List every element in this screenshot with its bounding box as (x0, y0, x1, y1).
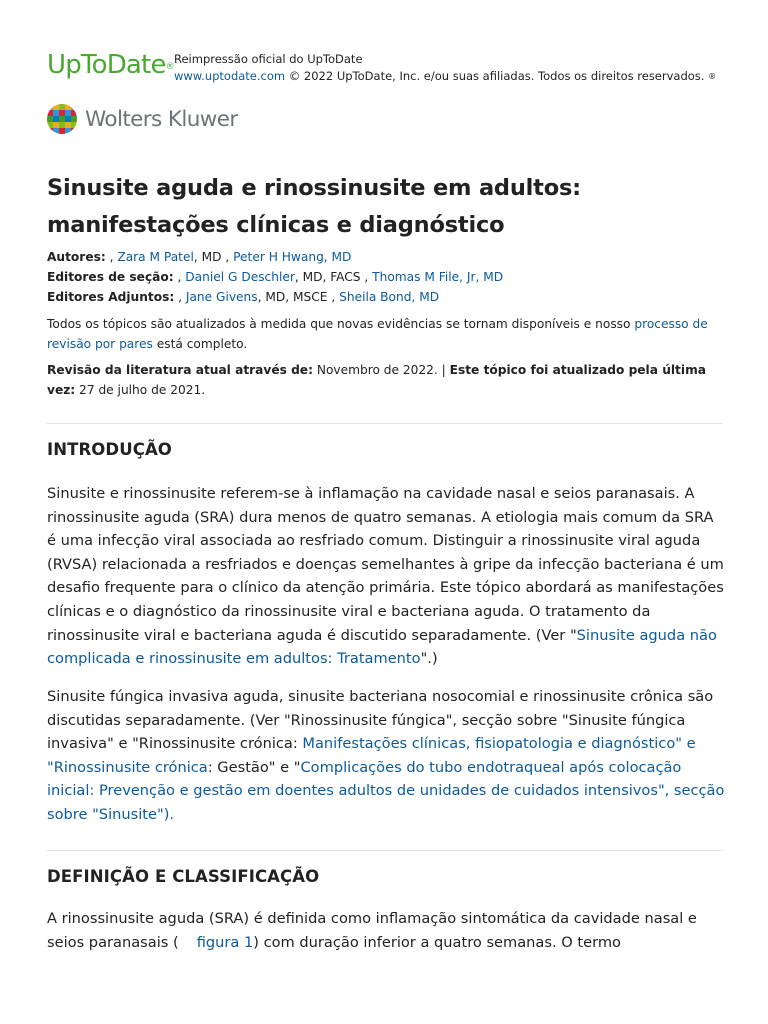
credential: , MD, FACS , (294, 270, 373, 284)
globe-tile (59, 128, 65, 134)
uptodate-logo-text: UpToDate (47, 50, 166, 80)
paragraph-text: Sinusite e rinossinusite referem-se à inflamação na cavidade nasal e seios paranasais. A rinossinusite aguda (SRA) dura menos de quatro semanas. A etiologia mais comum da SRA é uma infecção viral associada ao resfriado comum. Distinguir a rinossinusite viral aguda (RVSA) relacionada a resfriados e doenças semelhantes à gripe da infecção bacteriana é um desafio frequente para o clínico da atenção primária. Este tópico abordará as manifestações clínicas e o diagnóstico da rinossinusite viral e bacteriana aguda. O tratamento da rinossinusite viral e bacteriana aguda é discutido separadamente. (Ver " (47, 485, 724, 644)
globe-tile (53, 110, 59, 116)
author-link[interactable]: Zara M Patel (117, 250, 194, 264)
intro-paragraph-1 (47, 482, 727, 671)
title-line-2: manifestações clínicas e diagnóstico (47, 212, 505, 238)
globe-tile (59, 104, 65, 110)
contributors (47, 247, 737, 307)
reprint-info (174, 51, 716, 85)
site-link[interactable]: www.uptodate.com (174, 69, 286, 83)
globe-tile (59, 116, 65, 122)
figure-1-link[interactable]: figura 1 (196, 933, 254, 951)
credential: , MD , (193, 250, 234, 264)
globe-tile (71, 104, 77, 110)
review-label: Revisão da literatura atual através de: (47, 363, 313, 377)
section-editors-label: Editores de seção: (47, 270, 174, 284)
deputy-editor-link[interactable]: Sheila Bond, MD (339, 290, 440, 304)
credential: , MD, MSCE , (257, 290, 340, 304)
copyright-line (174, 68, 716, 85)
author-link[interactable]: Peter H Hwang, MD (233, 250, 352, 264)
update-note (47, 314, 722, 354)
separator: , (174, 290, 186, 304)
section-heading-definition: DEFINIÇÃO E CLASSIFICAÇÃO (47, 867, 320, 886)
deputy-editors-line (47, 287, 737, 307)
divider (47, 850, 723, 851)
article-title (47, 170, 727, 244)
globe-tile (59, 110, 65, 116)
definition-paragraph-1 (47, 907, 727, 954)
review-value: Novembro de 2022. | (312, 363, 450, 377)
editor-link[interactable]: Daniel G Deschler (185, 270, 295, 284)
section-editors-line (47, 267, 737, 287)
paragraph-text: : Gestão" e " (207, 758, 301, 776)
treatment-topic-link[interactable]: Sinusite aguda não complicada e rinossinusite em adultos: Tratamento (47, 626, 717, 668)
chronic-rhinosinusitis-link[interactable]: Manifestações clínicas, fisiopatologia e diagnóstico" e "Rinossinusite crónica (47, 735, 696, 776)
publisher-name: Wolters Kluwer (85, 107, 238, 132)
authors-label: Autores: (47, 250, 106, 264)
review-dates (47, 360, 727, 400)
paragraph-text: ".) (420, 650, 438, 668)
updated-value: 27 de julho de 2021. (75, 383, 206, 397)
globe-tile (71, 128, 77, 134)
globe-tile (53, 128, 59, 134)
globe-tile (59, 122, 65, 128)
globe-tile (53, 104, 59, 110)
globe-tile (65, 104, 71, 110)
globe-tile (47, 128, 53, 134)
globe-tile (71, 110, 77, 116)
endotracheal-complications-link[interactable]: Complicações do tubo endotraqueal após colocação inicial: Prevenção e gestão em doentes adultos de unidades de cuidados intensivos", secção sobre "Sinusite"). (47, 758, 725, 823)
authors-line (47, 247, 737, 267)
globe-tile (47, 104, 53, 110)
separator: , (105, 250, 118, 264)
paragraph-text: ) com duração inferior a quatro semanas. O termo (253, 933, 621, 951)
intro-paragraph-2 (47, 685, 727, 827)
globe-tile (65, 110, 71, 116)
globe-tile (71, 122, 77, 128)
globe-tile (65, 116, 71, 122)
update-note-end: está completo. (152, 337, 248, 351)
update-note-text: Todos os tópicos são atualizados à medida que novas evidências se tornam disponíveis e nosso (47, 317, 635, 331)
paragraph-text: Sinusite fúngica invasiva aguda, sinusite bacteriana nosocomial e rinossinusite crônica são discutidas separadamente. (Ver "Rinossinusite fúngica", secção sobre "Sinusite fúngica invasiva" e "Rinossinusite crónica: (47, 688, 714, 753)
globe-tile (71, 116, 77, 122)
deputy-editors-label: Editores Adjuntos: (47, 290, 175, 304)
globe-tile (47, 116, 53, 122)
globe-tile (65, 128, 71, 134)
globe-tile (65, 122, 71, 128)
paragraph-text: A rinossinusite aguda (SRA) é definida como inflamação sintomática da cavidade nasal e seios paranasais ( (47, 910, 697, 951)
globe-tile (53, 122, 59, 128)
wolters-kluwer-globe-icon (47, 104, 77, 134)
copyright-text: © 2022 UpToDate, Inc. e/ou suas afiliadas. Todos os direitos reservados. (285, 69, 709, 83)
globe-tile (53, 116, 59, 122)
divider (47, 423, 723, 424)
editor-link[interactable]: Thomas M File, Jr, MD (372, 270, 504, 284)
title-line-1: Sinusite aguda e rinossinusite em adultos: (47, 175, 581, 201)
reprint-line: Reimpressão oficial do UpToDate (174, 52, 363, 66)
registered-mark: ® (708, 72, 717, 81)
header (47, 50, 727, 90)
updated-label: Este tópico foi atualizado pela última vez: (47, 363, 706, 397)
peer-review-link[interactable]: processo de revisão por pares (47, 317, 708, 351)
uptodate-logo-mark: ® (165, 62, 174, 72)
globe-tile (47, 110, 53, 116)
section-heading-introduction: INTRODUÇÃO (47, 440, 172, 459)
deputy-editor-link[interactable]: Jane Givens (185, 290, 258, 304)
separator: , (173, 270, 186, 284)
uptodate-logo[interactable] (47, 50, 174, 80)
globe-tile (47, 122, 53, 128)
